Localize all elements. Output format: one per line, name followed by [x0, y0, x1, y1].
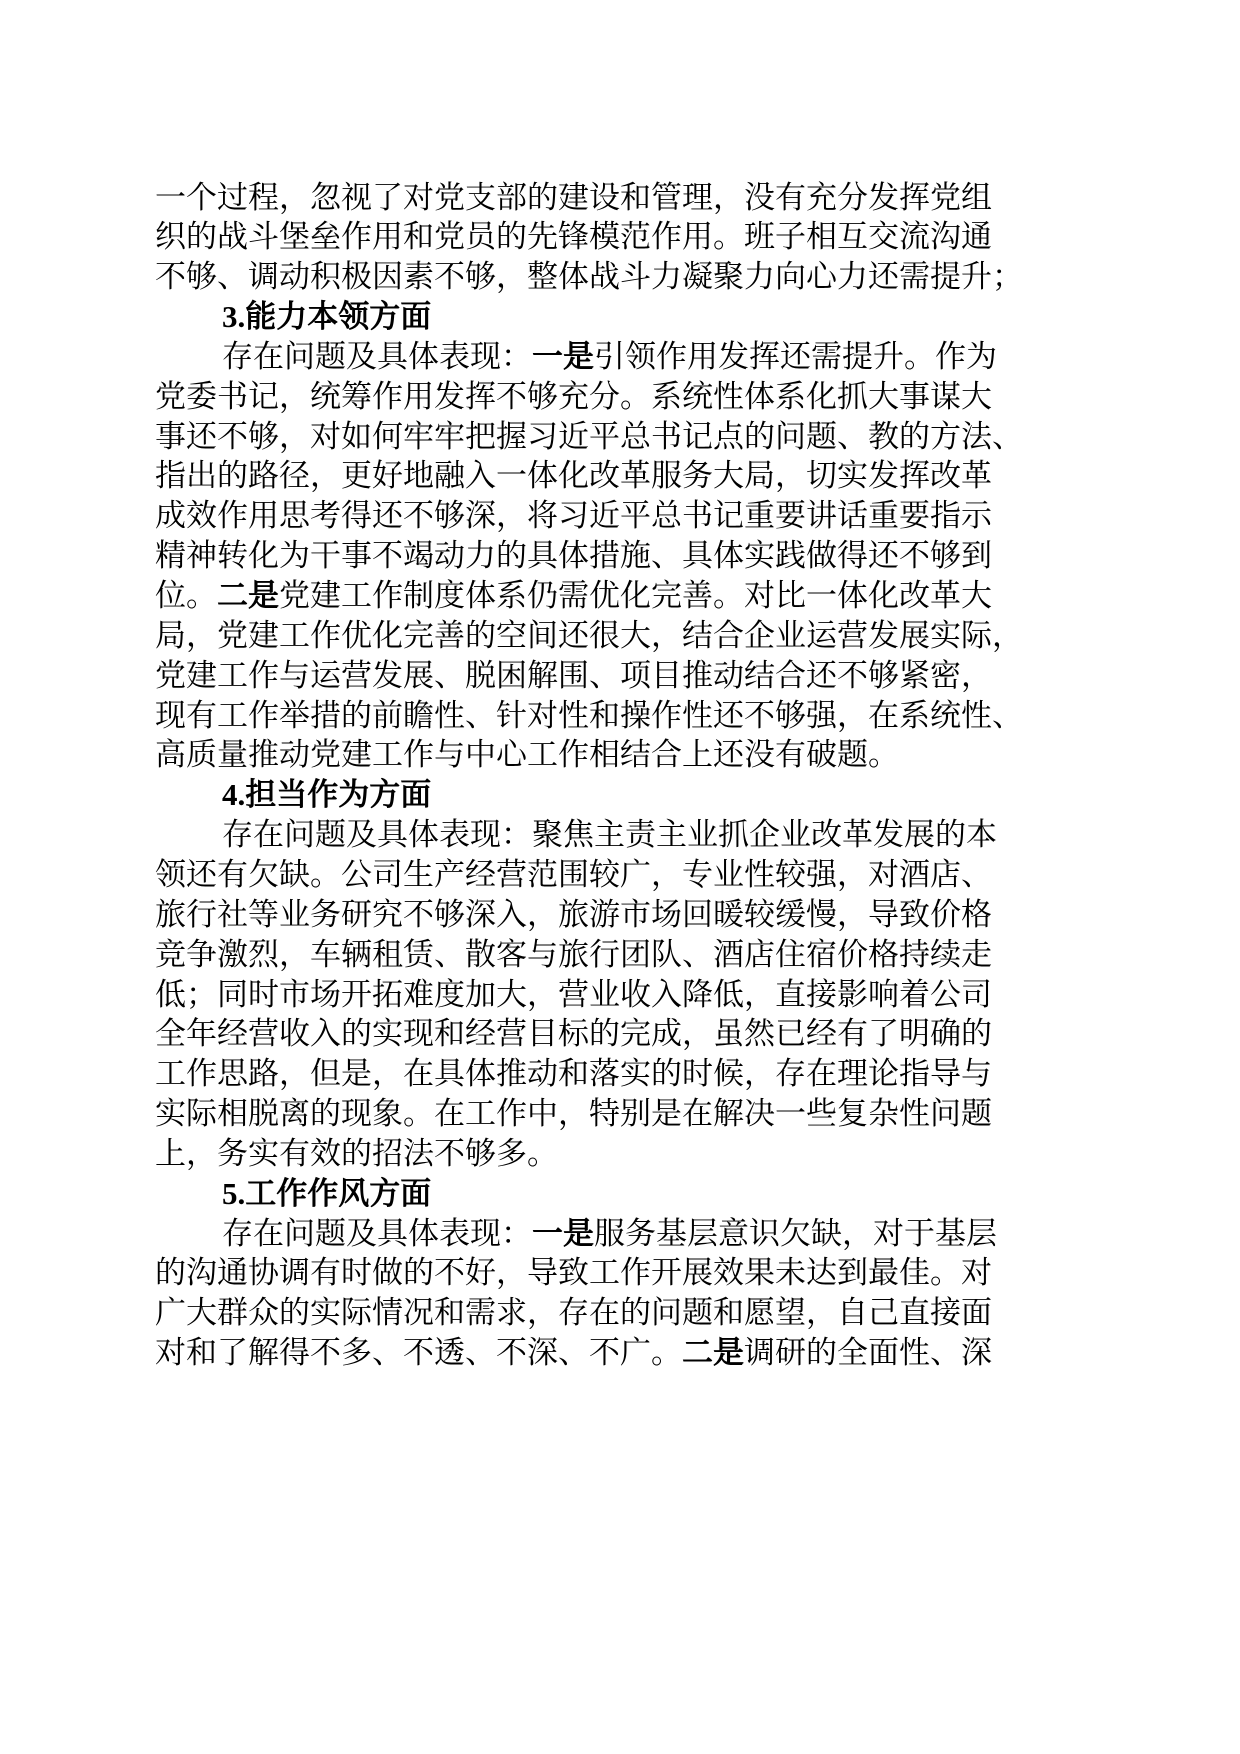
- body-text: 工作思路，但是，在具体推动和落实的时候，存在理论指导与: [155, 1056, 992, 1093]
- paragraph-line: [155, 178, 992, 218]
- body-text: 旅行社等业务研究不够深入，旅游市场回暖较缓慢，导致价格: [155, 896, 992, 933]
- bold-text: 二是: [217, 578, 279, 614]
- paragraph-line: [222, 1214, 997, 1254]
- paragraph-line: [155, 456, 992, 496]
- body-text: 指出的路径，更好地融入一体化改革服务大局，切实发挥改革: [155, 458, 992, 495]
- body-text: 事还不够，对如何牢牢把握习近平总书记点的问题、教的方法、: [155, 418, 1023, 455]
- body-text: 低；同时市场开拓难度加大，营业收入降低，直接影响着公司: [155, 976, 992, 1013]
- body-text: 引领作用发挥还需提升。作为: [594, 338, 997, 375]
- paragraph-line: [222, 815, 997, 855]
- body-text: 党建工作制度体系仍需优化完善。对比一体化改革大: [279, 578, 992, 614]
- paragraph-line: [155, 1253, 992, 1293]
- paragraph-line: [155, 377, 992, 417]
- body-text: 现有工作举措的前瞻性、针对性和操作性还不够强，在系统性、: [155, 697, 1023, 734]
- section-heading: [222, 1174, 431, 1214]
- paragraph-line: [155, 576, 992, 616]
- body-text: 存在问题及具体表现：聚焦主责主业抓企业改革发展的本: [222, 817, 997, 854]
- body-text: 位。: [155, 578, 217, 614]
- section-heading: [222, 775, 431, 815]
- body-text: 局，党建工作优化完善的空间还很大，结合企业运营发展实际，: [155, 617, 1023, 654]
- bold-text: 一是: [532, 338, 594, 375]
- body-text: 的沟通协调有时做的不好，导致工作开展效果未达到最佳。对: [155, 1255, 992, 1292]
- body-text: 高质量推动党建工作与中心工作相结合上还没有破题。: [155, 737, 899, 774]
- bold-text: 二是: [682, 1335, 744, 1372]
- paragraph-line: [155, 935, 992, 975]
- body-text: 对和了解得不多、不透、不深、不广。: [155, 1335, 682, 1372]
- body-text: 上，务实有效的招法不够多。: [155, 1135, 558, 1172]
- paragraph-line: [155, 895, 992, 935]
- paragraph-line: [155, 1054, 992, 1094]
- body-text: 一个过程，忽视了对党支部的建设和管理，没有充分发挥党组: [155, 179, 992, 216]
- paragraph-line: [155, 1333, 992, 1373]
- body-text: 党建工作与运营发展、脱困解围、项目推动结合还不够紧密，: [155, 657, 992, 694]
- bold-text: 一是: [532, 1215, 594, 1252]
- bold-text: 5.工作作风方面: [222, 1175, 432, 1211]
- body-text: 广大群众的实际情况和需求，存在的问题和愿望，自己直接面: [155, 1295, 992, 1332]
- paragraph-line: [155, 536, 992, 576]
- body-text: 实际相脱离的现象。在工作中，特别是在解决一些复杂性问题: [155, 1096, 992, 1133]
- paragraph-line: [155, 417, 1023, 457]
- body-text: 竞争激烈，车辆租赁、散客与旅行团队、酒店住宿价格持续走: [155, 936, 992, 973]
- body-text: 精神转化为干事不竭动力的具体措施、具体实践做得还不够到: [155, 538, 992, 575]
- paragraph-line: [155, 735, 899, 775]
- paragraph-line: [155, 696, 1023, 736]
- body-text: 不够、调动积极因素不够，整体战斗力凝聚力向心力还需提升；: [155, 259, 1023, 296]
- paragraph-line: [155, 1094, 992, 1134]
- paragraph-line: [155, 1134, 558, 1174]
- body-text: 领还有欠缺。公司生产经营范围较广，专业性较强，对酒店、: [155, 856, 992, 893]
- body-text: 织的战斗堡垒作用和党员的先锋模范作用。班子相互交流沟通: [155, 219, 992, 256]
- section-heading: [222, 297, 431, 337]
- bold-text: 3.能力本领方面: [222, 299, 432, 335]
- paragraph-line: [155, 1014, 992, 1054]
- body-text: 存在问题及具体表现：: [222, 338, 532, 375]
- paragraph-line: [155, 1293, 992, 1333]
- paragraph-line: [155, 616, 1023, 656]
- paragraph-line: [155, 496, 992, 536]
- body-text: 党委书记，统筹作用发挥不够充分。系统性体系化抓大事谋大: [155, 378, 992, 415]
- body-text: 调研的全面性、深: [744, 1335, 992, 1372]
- body-text: 存在问题及具体表现：: [222, 1215, 532, 1252]
- paragraph-line: [155, 217, 992, 257]
- paragraph-line: [155, 975, 992, 1015]
- paragraph-line: [155, 855, 992, 895]
- body-text: 全年经营收入的实现和经营目标的完成，虽然已经有了明确的: [155, 1016, 992, 1053]
- bold-text: 4.担当作为方面: [222, 777, 432, 813]
- body-text: 成效作用思考得还不够深，将习近平总书记重要讲话重要指示: [155, 498, 992, 535]
- body-text: 服务基层意识欠缺，对于基层: [594, 1215, 997, 1252]
- paragraph-line: [155, 656, 992, 696]
- paragraph-line: [155, 257, 1023, 297]
- paragraph-line: [222, 337, 997, 377]
